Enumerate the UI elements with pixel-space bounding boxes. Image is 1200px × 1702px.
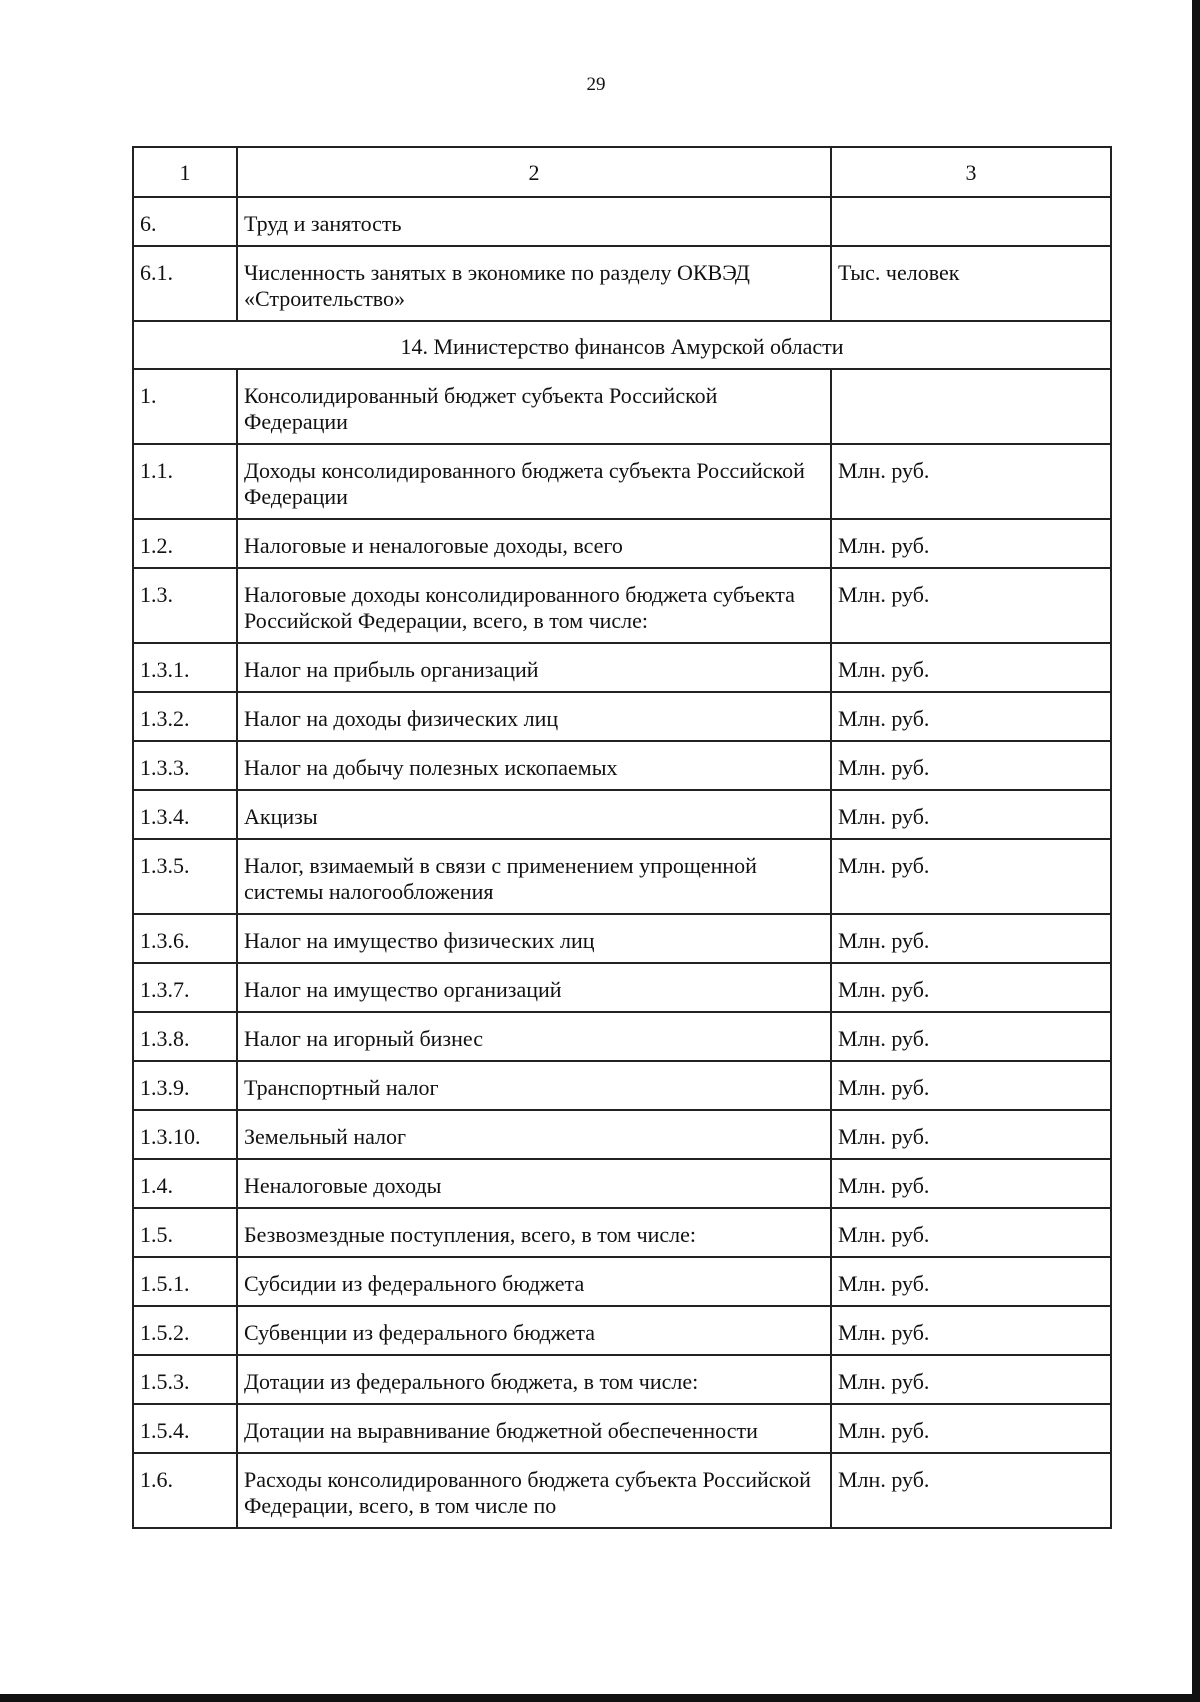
row-name: Расходы консолидированного бюджета субъекта Российской Федерации, всего, в том числе по — [237, 1453, 831, 1528]
row-number: 6. — [133, 197, 237, 246]
row-unit: Млн. руб. — [831, 790, 1111, 839]
row-number: 1.5. — [133, 1208, 237, 1257]
row-name: Доходы консолидированного бюджета субъекта Российской Федерации — [237, 444, 831, 519]
row-unit: Млн. руб. — [831, 692, 1111, 741]
row-number: 1.3.8. — [133, 1012, 237, 1061]
row-number: 1.5.1. — [133, 1257, 237, 1306]
row-unit: Млн. руб. — [831, 963, 1111, 1012]
table-row — [133, 1355, 1111, 1404]
row-unit: Млн. руб. — [831, 1110, 1111, 1159]
row-number: 6.1. — [133, 246, 237, 321]
row-name: Налог на игорный бизнес — [237, 1012, 831, 1061]
table-row — [133, 1012, 1111, 1061]
table-row — [133, 963, 1111, 1012]
scan-border-right — [1192, 0, 1200, 1702]
header-cell-2: 2 — [237, 147, 831, 197]
table-body — [133, 147, 1111, 1528]
row-unit: Млн. руб. — [831, 643, 1111, 692]
row-name: Дотации на выравнивание бюджетной обеспеченности — [237, 1404, 831, 1453]
row-unit: Млн. руб. — [831, 741, 1111, 790]
table-row — [133, 246, 1111, 321]
row-name: Налог на добычу полезных ископаемых — [237, 741, 831, 790]
table-row — [133, 568, 1111, 643]
row-unit — [831, 369, 1111, 444]
section-row — [133, 321, 1111, 369]
row-name: Безвозмездные поступления, всего, в том числе: — [237, 1208, 831, 1257]
row-unit: Млн. руб. — [831, 568, 1111, 643]
header-cell-3: 3 — [831, 147, 1111, 197]
row-name: Налоговые и неналоговые доходы, всего — [237, 519, 831, 568]
table-row — [133, 369, 1111, 444]
row-unit: Млн. руб. — [831, 1306, 1111, 1355]
row-name: Налог на прибыль организаций — [237, 643, 831, 692]
row-number: 1.3.7. — [133, 963, 237, 1012]
row-number: 1.5.4. — [133, 1404, 237, 1453]
row-name: Дотации из федерального бюджета, в том числе: — [237, 1355, 831, 1404]
indicators-table — [132, 146, 1112, 1529]
row-number: 1.3.4. — [133, 790, 237, 839]
row-name: Субсидии из федерального бюджета — [237, 1257, 831, 1306]
row-unit: Млн. руб. — [831, 1453, 1111, 1528]
row-unit: Млн. руб. — [831, 1404, 1111, 1453]
row-unit: Млн. руб. — [831, 839, 1111, 914]
row-number: 1.6. — [133, 1453, 237, 1528]
table-row — [133, 1257, 1111, 1306]
row-unit: Млн. руб. — [831, 1061, 1111, 1110]
row-unit: Млн. руб. — [831, 1208, 1111, 1257]
table-row — [133, 1061, 1111, 1110]
row-number: 1.5.2. — [133, 1306, 237, 1355]
row-name: Неналоговые доходы — [237, 1159, 831, 1208]
row-number: 1.3. — [133, 568, 237, 643]
row-unit: Млн. руб. — [831, 1355, 1111, 1404]
row-unit: Млн. руб. — [831, 444, 1111, 519]
row-name: Налог на имущество организаций — [237, 963, 831, 1012]
row-number: 1.3.3. — [133, 741, 237, 790]
scan-border-bottom — [0, 1694, 1200, 1702]
row-name: Транспортный налог — [237, 1061, 831, 1110]
table-header-row — [133, 147, 1111, 197]
row-name: Консолидированный бюджет субъекта Российской Федерации — [237, 369, 831, 444]
row-unit: Тыс. человек — [831, 246, 1111, 321]
table-row — [133, 1110, 1111, 1159]
section-title: 14. Министерство финансов Амурской области — [133, 321, 1111, 369]
row-name: Акцизы — [237, 790, 831, 839]
row-unit: Млн. руб. — [831, 519, 1111, 568]
row-name: Субвенции из федерального бюджета — [237, 1306, 831, 1355]
row-unit — [831, 197, 1111, 246]
table-row — [133, 197, 1111, 246]
row-number: 1.3.2. — [133, 692, 237, 741]
table-row — [133, 519, 1111, 568]
table-row — [133, 1404, 1111, 1453]
row-number: 1.3.9. — [133, 1061, 237, 1110]
table-row — [133, 741, 1111, 790]
table-row — [133, 914, 1111, 963]
table-row — [133, 1453, 1111, 1528]
table-row — [133, 1159, 1111, 1208]
row-name: Налог, взимаемый в связи с применением упрощенной системы налогообложения — [237, 839, 831, 914]
table-row — [133, 692, 1111, 741]
row-number: 1. — [133, 369, 237, 444]
table-row — [133, 643, 1111, 692]
row-unit: Млн. руб. — [831, 914, 1111, 963]
row-unit: Млн. руб. — [831, 1159, 1111, 1208]
row-number: 1.3.6. — [133, 914, 237, 963]
row-number: 1.3.5. — [133, 839, 237, 914]
row-name: Налог на доходы физических лиц — [237, 692, 831, 741]
table-row — [133, 1208, 1111, 1257]
table-row — [133, 839, 1111, 914]
row-number: 1.1. — [133, 444, 237, 519]
row-name: Налог на имущество физических лиц — [237, 914, 831, 963]
table-row — [133, 444, 1111, 519]
table-row — [133, 1306, 1111, 1355]
page-number: 29 — [586, 74, 606, 95]
row-number: 1.2. — [133, 519, 237, 568]
row-name: Труд и занятость — [237, 197, 831, 246]
row-name: Налоговые доходы консолидированного бюджета субъекта Российской Федерации, всего, в том числе: — [237, 568, 831, 643]
row-unit: Млн. руб. — [831, 1257, 1111, 1306]
row-name: Земельный налог — [237, 1110, 831, 1159]
header-cell-1: 1 — [133, 147, 237, 197]
row-number: 1.3.1. — [133, 643, 237, 692]
row-number: 1.3.10. — [133, 1110, 237, 1159]
row-unit: Млн. руб. — [831, 1012, 1111, 1061]
row-name: Численность занятых в экономике по разделу ОКВЭД «Строительство» — [237, 246, 831, 321]
table-row — [133, 790, 1111, 839]
row-number: 1.4. — [133, 1159, 237, 1208]
row-number: 1.5.3. — [133, 1355, 237, 1404]
